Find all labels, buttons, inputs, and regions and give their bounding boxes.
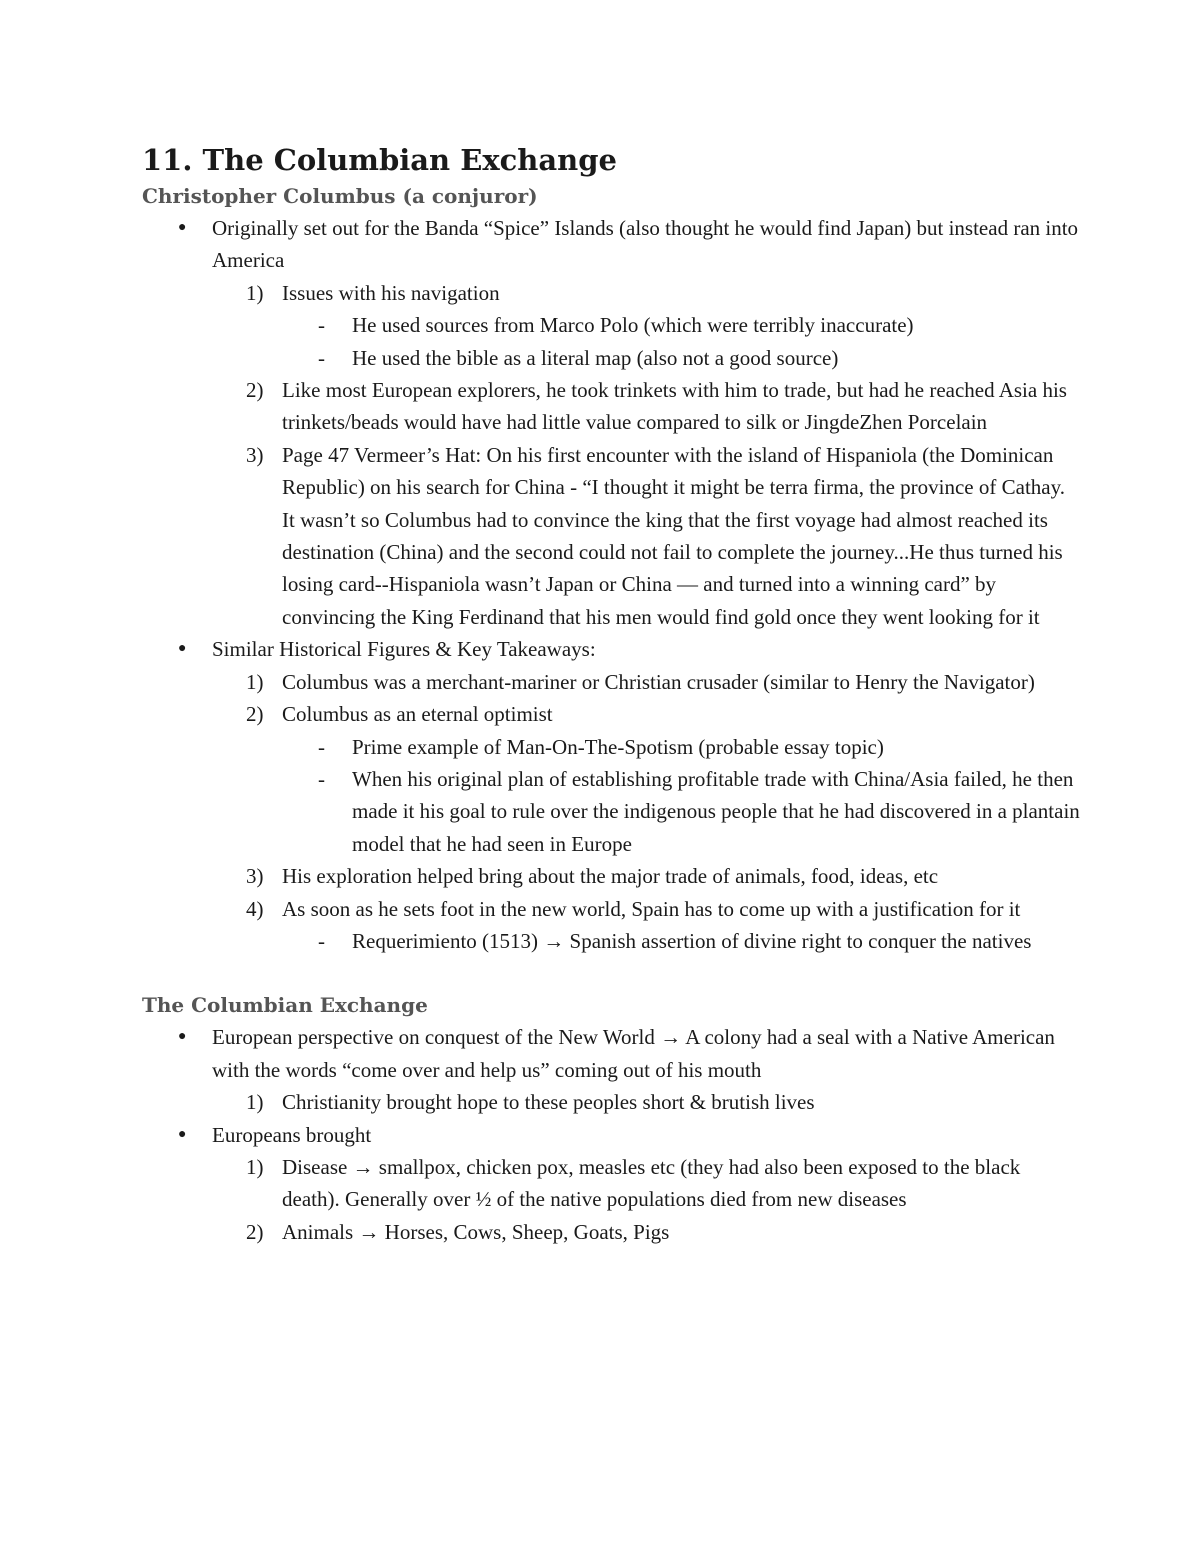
number-marker: 2) (246, 378, 264, 403)
dash-text: Prime example of Man-On-The-Spotism (probable essay topic) (352, 734, 884, 759)
dash-marker: - (318, 928, 325, 953)
dash-text: When his original plan of establishing profitable trade with China/Asia failed, he then made it his goal to rule over the indigenous people that he had discovered in a plantain model that he had seen in Europe (352, 766, 1080, 856)
numbered-item (142, 1216, 1082, 1248)
number-marker: 1) (246, 669, 264, 694)
numbered-text: Christianity brought hope to these peoples short & brutish lives (282, 1090, 815, 1115)
number-marker: 1) (246, 280, 264, 305)
dash-marker: - (318, 766, 325, 791)
number-marker: 1) (246, 1090, 264, 1115)
numbered-item (142, 277, 1082, 309)
numbered-item (142, 1086, 1082, 1118)
bullet-item (142, 212, 1082, 277)
number-marker: 2) (246, 1219, 264, 1244)
dash-item (142, 309, 1082, 341)
bullet-item (142, 1021, 1082, 1086)
page-title: 11. The Columbian Exchange (142, 143, 617, 177)
dash-item (142, 342, 1082, 374)
number-marker: 4) (246, 896, 264, 921)
numbered-text: Page 47 Vermeer’s Hat: On his first encounter with the island of Hispaniola (the Dominican Republic) on his search for China - “I thought it might be terra firma, the province of Cathay. It wasn’t so Columbus had to convince the king that the first voyage had almost reached its destination (China) and the second could not fail to complete the journey...He thus turned his losing card--Hispaniola wasn’t Japan or China — and turned into a winning card” by convincing the King Ferdinand that his men would find gold once they went looking for it (282, 442, 1065, 629)
numbered-text: His exploration helped bring about the major trade of animals, food, ideas, etc (282, 864, 939, 889)
numbered-item (142, 860, 1082, 892)
numbered-item (142, 666, 1082, 698)
numbered-item (142, 893, 1082, 925)
dash-item (142, 763, 1082, 860)
bullet-icon: ● (178, 220, 187, 235)
dash-marker: - (318, 345, 325, 370)
dash-text: Requerimiento (1513) → Spanish assertion of divine right to conquer the natives (352, 928, 1032, 953)
bullet-icon: ● (178, 1126, 187, 1142)
bullet-text: Originally set out for the Banda “Spice” Islands (also thought he would find Japan) but instead ran into America (212, 216, 1079, 273)
numbered-text: Issues with his navigation (282, 280, 500, 305)
bullet-item (142, 633, 1082, 665)
dash-item (142, 731, 1082, 763)
dash-marker: - (318, 313, 325, 338)
dash-text: He used sources from Marco Polo (which were terribly inaccurate) (352, 313, 914, 338)
section-heading-columbus: Christopher Columbus (a conjuror) (142, 184, 538, 208)
section-heading-exchange: The Columbian Exchange (142, 993, 428, 1018)
numbered-item (142, 698, 1082, 730)
bullet-text: Similar Historical Figures & Key Takeaways: (212, 637, 596, 662)
dash-text: He used the bible as a literal map (also not a good source) (352, 345, 839, 370)
dash-item (142, 925, 1082, 957)
numbered-text: Columbus was a merchant-mariner or Christian crusader (similar to Henry the Navigator) (282, 669, 1035, 694)
number-marker: 2) (246, 702, 264, 727)
numbered-item (142, 439, 1082, 633)
numbered-text: Animals → Horses, Cows, Sheep, Goats, Pigs (282, 1219, 670, 1244)
bullet-text: Europeans brought (212, 1122, 372, 1147)
number-marker: 3) (246, 864, 264, 889)
dash-marker: - (318, 734, 325, 759)
number-marker: 1) (246, 1154, 264, 1179)
numbered-item (142, 374, 1082, 439)
numbered-text: Disease → smallpox, chicken pox, measles etc (they had also been exposed to the black death). Generally over ½ of the native populations died from new diseases (282, 1154, 1021, 1212)
bullet-item (142, 1119, 1082, 1151)
bullet-text: European perspective on conquest of the New World → A colony had a seal with a Native American with the words “come over and help us” coming out of his mouth (212, 1025, 1055, 1082)
bullet-icon: ● (178, 1029, 187, 1045)
numbered-text: Columbus as an eternal optimist (282, 702, 553, 727)
numbered-text: As soon as he sets foot in the new world, Spain has to come up with a justification for it (282, 896, 1021, 921)
document-page (142, 140, 1082, 1248)
bullet-icon: ● (178, 641, 187, 657)
numbered-item (142, 1151, 1082, 1216)
numbered-text: Like most European explorers, he took trinkets with him to trade, but had he reached Asia his trinkets/beads would have had little value compared to silk or JingdeZhen Porcelain (282, 378, 1067, 435)
number-marker: 3) (246, 442, 264, 467)
